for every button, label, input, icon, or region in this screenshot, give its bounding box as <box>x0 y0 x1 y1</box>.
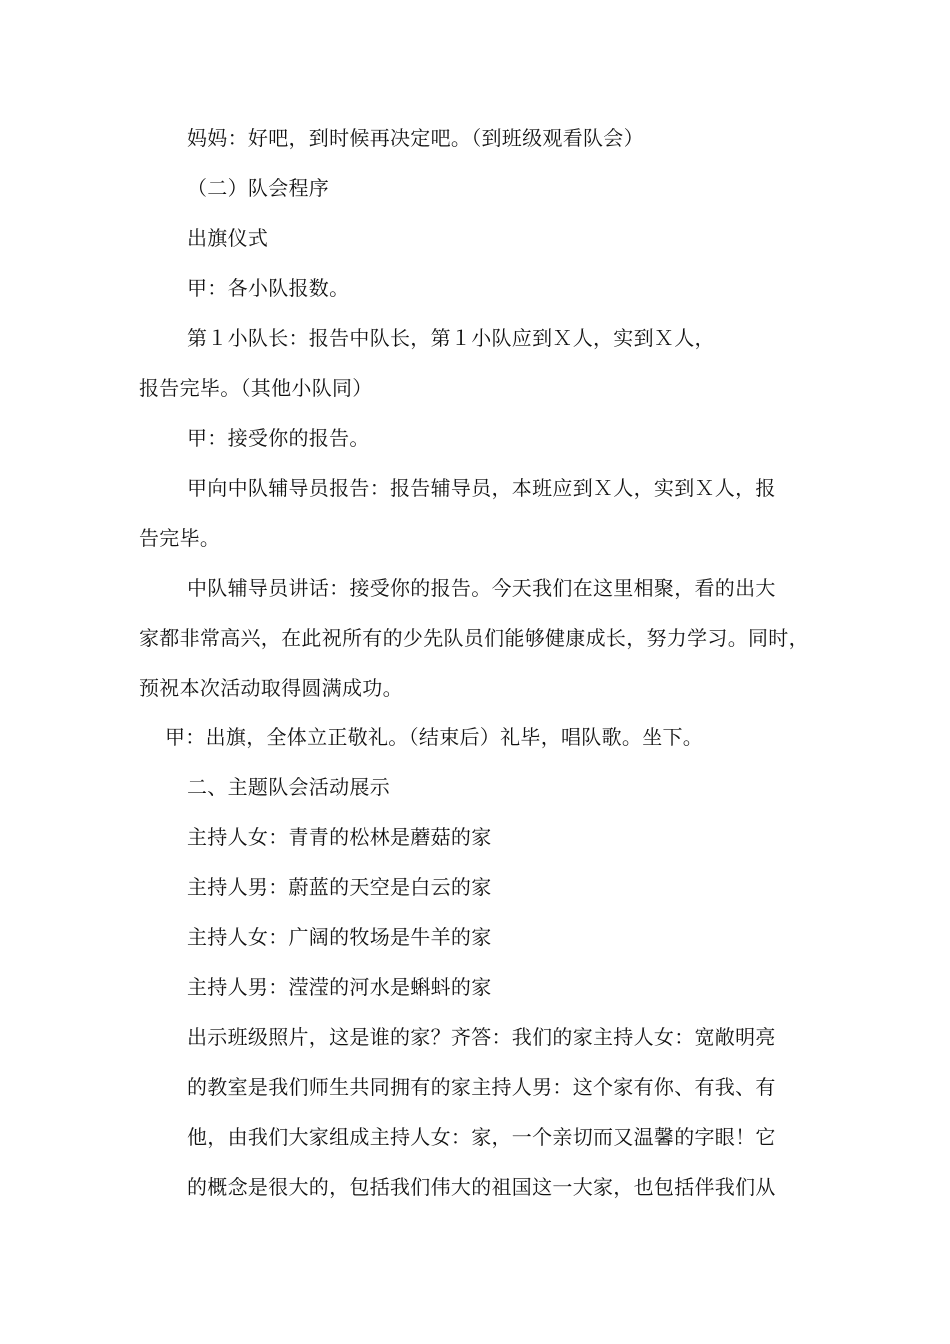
line-section-theme: 二、主题队会活动展示 <box>187 775 390 799</box>
line-counselor-report: 甲向中队辅导员报告：报告辅导员，本班应到Ｘ人，实到Ｘ人，报 <box>187 476 776 500</box>
line-counselor-speech-3: 预祝本次活动取得圆满成功。 <box>139 676 403 700</box>
line-squad-leader-report: 第１小队长：报告中队长，第１小队应到Ｘ人，实到Ｘ人， <box>187 326 715 350</box>
line-host-male-2: 主持人男：滢滢的河水是蝌蚪的家 <box>187 975 492 999</box>
line-accept-report: 甲：接受你的报告。 <box>187 426 370 450</box>
line-host-female-1: 主持人女：青青的松林是蘑菇的家 <box>187 825 492 849</box>
line-host-female-2: 主持人女：广阔的牧场是牛羊的家 <box>187 925 492 949</box>
line-counselor-report-end: 告完毕。 <box>139 526 221 550</box>
line-report-complete: 报告完毕。（其他小队同） <box>139 376 373 400</box>
line-class-photo: 出示班级照片，这是谁的家？齐答：我们的家主持人女：宽敞明亮 <box>187 1025 776 1049</box>
line-flag-ceremony: 出旗仪式 <box>187 226 269 250</box>
line-host-male-1: 主持人男：蔚蓝的天空是白云的家 <box>187 875 492 899</box>
line-counselor-speech: 中队辅导员讲话：接受你的报告。今天我们在这里相聚，看的出大 <box>187 576 776 600</box>
line-counselor-speech-2: 家都非常高兴，在此祝所有的少先队员们能够健康成长，努力学习。同时， <box>139 626 809 650</box>
line-family-concept: 的概念是很大的，包括我们伟大的祖国这一大家，也包括伴我们从 <box>187 1175 776 1199</box>
line-squad-count: 甲：各小队报数。 <box>187 276 350 300</box>
line-mother-dialogue: 妈妈：好吧，到时候再决定吧。（到班级观看队会） <box>187 126 644 150</box>
line-flag-salute: 甲：出旗，全体立正敬礼。（结束后）礼毕，唱队歌。坐下。 <box>165 725 704 749</box>
line-family-word: 他，由我们大家组成主持人女：家，一个亲切而又温馨的字眼！它 <box>187 1125 776 1149</box>
line-section-procedure: （二）队会程序 <box>187 176 330 200</box>
line-classroom-home: 的教室是我们师生共同拥有的家主持人男：这个家有你、有我、有 <box>187 1075 776 1099</box>
